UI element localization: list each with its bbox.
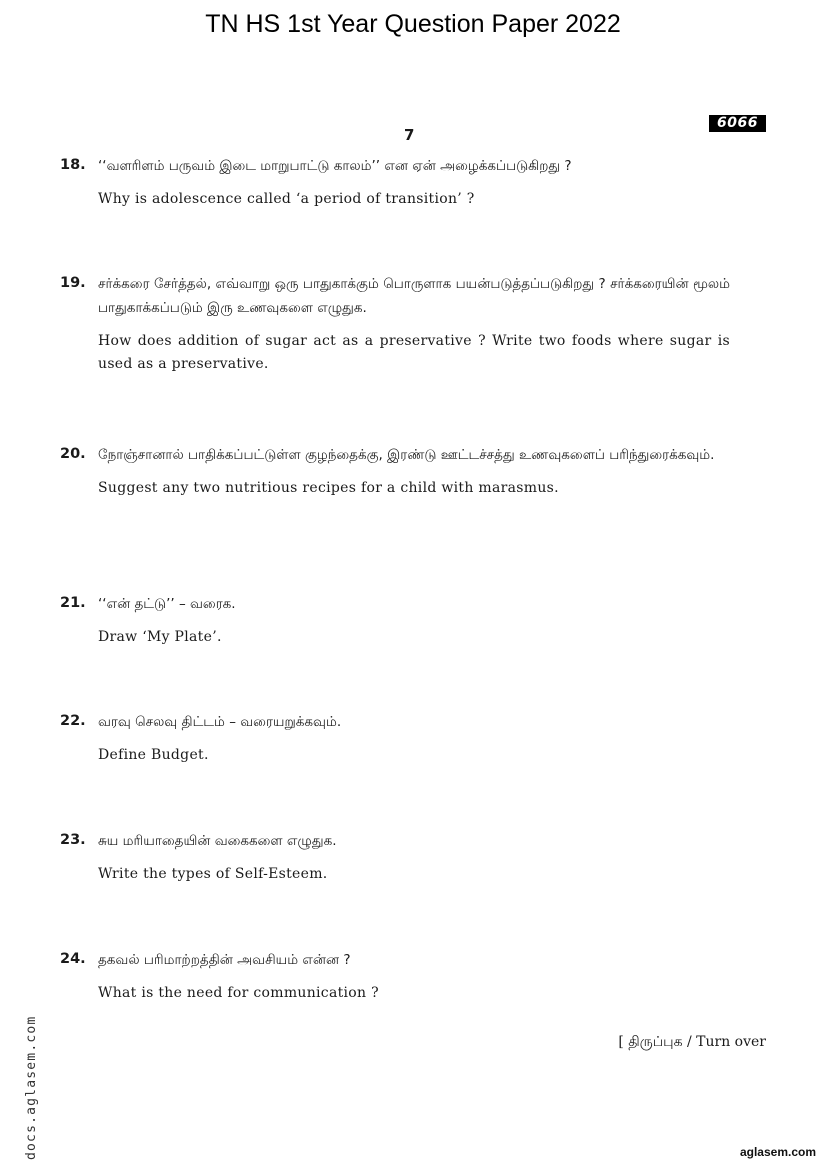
question-number: 18. bbox=[60, 157, 86, 173]
question-20 bbox=[60, 443, 730, 500]
question-tamil-text: தகவல் பரிமாற்றத்தின் அவசியம் என்ன ? bbox=[98, 952, 351, 968]
page-title: TN HS 1st Year Question Paper 2022 bbox=[205, 10, 621, 38]
turn-over-note: [ திருப்புக / Turn over bbox=[618, 1034, 766, 1050]
question-18 bbox=[60, 154, 730, 211]
question-tamil-text: ‘‘என் தட்டு’’ – வரைக. bbox=[98, 596, 236, 612]
question-19 bbox=[60, 272, 730, 376]
question-tamil-text: நோஞ்சானால் பாதிக்கப்பட்டுள்ள குழந்தைக்கு, இரண்டு ஊட்டச்சத்து உணவுகளைப் பரிந்துரைக்கவும். bbox=[98, 447, 715, 463]
question-number: 22. bbox=[60, 713, 86, 729]
question-22 bbox=[60, 710, 730, 767]
page-number: 7 bbox=[404, 126, 415, 144]
question-24 bbox=[60, 948, 730, 1005]
question-tamil-text: சர்க்கரை சேர்த்தல், எவ்வாறு ஒரு பாதுகாக்கும் பொருளாக பயன்படுத்தப்படுகிறது ? சர்க்கரையின் மூலம் பாதுகாக்கப்படும் இரு உணவுகளை எழுதுக. bbox=[98, 276, 730, 316]
question-english-text: Draw ‘My Plate’. bbox=[98, 629, 222, 645]
question-number: 23. bbox=[60, 832, 86, 848]
question-english-text: How does addition of sugar act as a preservative ? Write two foods where sugar is used as a preservative. bbox=[98, 333, 730, 372]
paper-code-badge: 6066 bbox=[709, 115, 766, 132]
question-tamil-text: வரவு செலவு திட்டம் – வரையறுக்கவும். bbox=[98, 714, 342, 730]
question-number: 24. bbox=[60, 951, 86, 967]
question-21 bbox=[60, 592, 730, 649]
question-number: 20. bbox=[60, 446, 86, 462]
question-number: 19. bbox=[60, 275, 86, 291]
question-english-text: What is the need for communication ? bbox=[98, 985, 379, 1001]
question-english-text: Write the types of Self-Esteem. bbox=[98, 866, 328, 882]
question-23 bbox=[60, 829, 730, 886]
question-tamil-text: சுய மரியாதையின் வகைகளை எழுதுக. bbox=[98, 833, 337, 849]
question-number: 21. bbox=[60, 595, 86, 611]
question-english-text: Suggest any two nutritious recipes for a child with marasmus. bbox=[98, 480, 559, 496]
question-tamil-text: ‘‘வளரிளம் பருவம் இடை மாறுபாட்டு காலம்’’ என ஏன் அழைக்கப்படுகிறது ? bbox=[98, 158, 572, 174]
question-english-text: Why is adolescence called ‘a period of transition’ ? bbox=[98, 191, 475, 207]
question-english-text: Define Budget. bbox=[98, 747, 209, 763]
footer-brand: aglasem.com bbox=[739, 1145, 816, 1159]
watermark: docs.aglasem.com bbox=[24, 1015, 39, 1160]
